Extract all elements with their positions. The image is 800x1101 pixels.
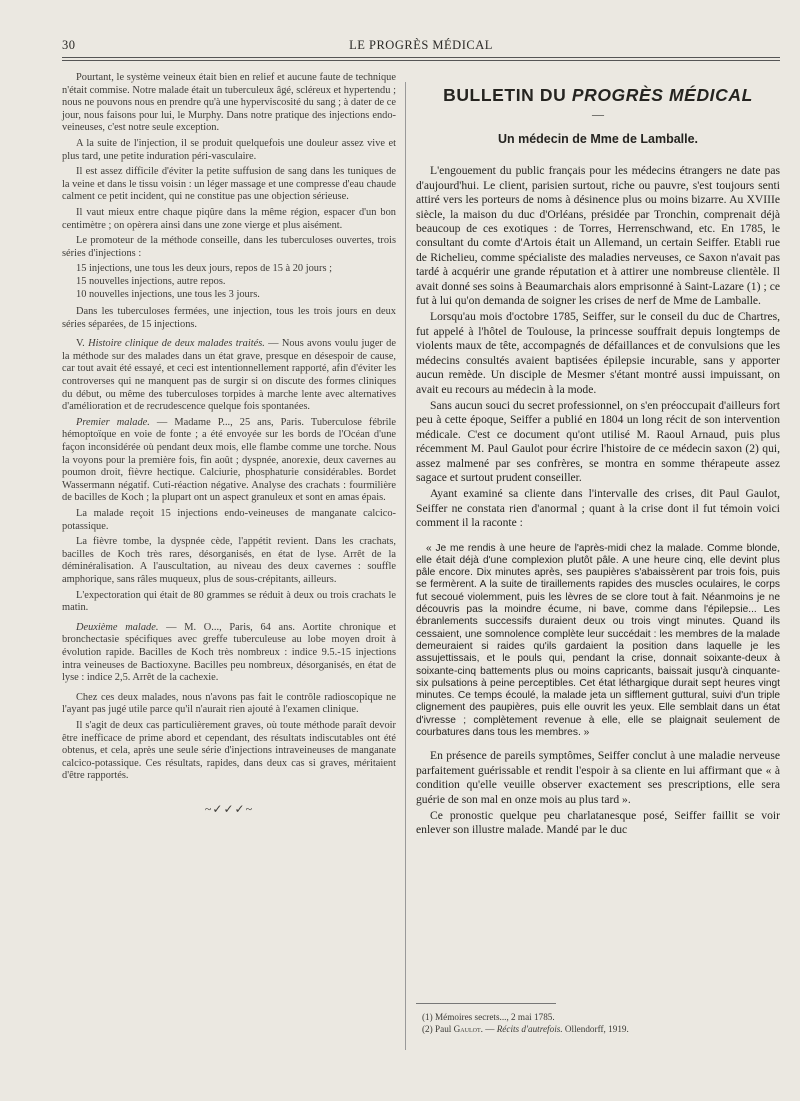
list-item: 10 nouvelles injections, une tous les 3 jours. [76,288,260,300]
case-one-label: Premier malade. [76,416,150,428]
paragraph: Dans les tuberculoses fermées, une injection, tous les trois jours en deux séries séparées, de 15 injections. [62,306,396,330]
footnote-2-title: Récits d'autrefois. [496,1024,563,1034]
list-item: 15 injections, une tous les deux jours, repos de 15 à 20 jours ; [76,263,332,275]
footnote-2-number: (2) Paul [422,1024,452,1034]
column-divider [405,82,406,1050]
left-column [62,72,396,815]
section-v-paragraph [62,338,396,414]
case-two-paragraph [62,622,396,685]
right-column [416,84,780,840]
footnotes [422,1011,780,1035]
bulletin-heading-part: BULLETIN DU [443,85,567,105]
case-two-text: — M. O..., Paris, 64 ans. Aortite chronique et bronchectasie spécifiques avec greffe tuberculeuse au lobe moyen droit à évolution rapide. Bacilles de Koch très nombreux : indice 9.5.-15 injections intra veineuses de Bactioxyne. Bacilles peu nombreux, désorganisés, en état de lyse : indice 2,5. Arrêt de la cachexie. [62,621,396,684]
seiffer-quote: « Je me rendis à une heure de l'après-midi chez la malade. Comme blonde, elle était déjà d'une complexion plutôt pâle. A une heure cinq, elle devint plus pâle encore. Dix minutes après, ses paupières s'abaissèrent par trois fois, puis se fermèrent. A la suite de tiraillements rapides des muscles oculaires, le corps fut secoué violemment, puis les lèvres de se clore tout à fait. Néanmoins je ne découvris pas la moindre écume, ni bave, comme dans l'épilepsie... Les ébranlements successifs duraient deux ou trois vingt minutes. Quand ils cessaient, une somnolence complète leur succédait : les membres de la malade demeuraient si raides qu'ils gardaient la position dans laquelle je les assujettissais, et le pouls qui, pendant la crise, donnait soixante-deux à soixante-cinq battements plus ou moins capricants, baissait jusqu'à cinquante-six pulsations à peine perceptibles. Cet état léthargique durait sept heures vingt minutes. Ce temps écoulé, la malade jeta un sifflement guttural, suivi d'un triple clignement des paupières, puis elle ouvrit les yeux. Elle semblait dans un état d'ivresse ; complètement revenue à elle, elle se plaignait seulement de courbatures dans tous les membres. » [416,542,780,739]
paragraph: Il s'agit de deux cas particulièrement graves, où toute méthode paraît devoir être inefficace de prime abord et cependant, des résultats indiscutables ont été obtenus, et cela, après une seule série d'injections intraveineuses de manganate calcico-potassique. Ces résultats, rapides, dans deux cas si graves, méritaient d'être rapportés. [62,719,396,782]
article-title: Un médecin de Mme de Lamballe. [497,132,699,146]
header-rule-top [62,57,780,58]
paragraph: Pourtant, le système veineux était bien en relief et aucune faute de technique n'était commise. Notre malade était un tuberculeux âgé, scléreux et hypertendu ; nous ne pouvons nous en prendre qu'à une hyperviscosité du sang ; à dater de ce jour, nous faisons pour lui, le Murphy. Dans notre pratique des injections endo-veineuses, c'est notre seule exception. [62,72,396,134]
section-title: Histoire clinique de deux malades traités. [88,338,265,350]
section-number: V. [76,338,85,350]
paragraph: Il est assez difficile d'éviter la petite suffusion de sang dans les tuniques de la veine et dans le tissu voisin : un léger massage et une compresse d'eau chaude calment ce petit incident, qui ne constitue pas une objection sérieuse. [62,166,396,203]
heading-dash: — [592,107,604,121]
injection-series-list [62,263,396,301]
footnote-2-publisher: Ollendorff, 1919. [564,1024,629,1034]
paragraph: Sans aucun souci du secret professionnel, on s'en préoccupait d'ailleurs fort peu à cette époque, Seiffer a publié en 1804 un long récit de son intervention médicale. C'est ce document qu'ont utilisé M. Raoul Arnaud, puis plus récemment M. Paul Gaulot pour écrire l'histoire de ce médecin saxon (2) qui, assez malmené par ses confrères, se montra en somme thérapeute assez sagace et surtout prudent conseiller. [416,398,780,484]
paragraph: La fièvre tombe, la dyspnée cède, l'appétit revient. Dans les crachats, bacilles de Koch très rares, désorganisés, en état de lyse. Arrêt de la déminéralisation. A l'auscultation, au niveau des deux cavernes : souffle amphorique, sans râles muqueux, plus de sous-crépitants, ailleurs. [62,536,396,585]
page-number: 30 [62,38,76,52]
paragraph: Il vaut mieux entre chaque piqûre dans la même région, espacer d'un bon centimètre ; on opèrera ainsi dans une zone vierge et plus aisément. [62,206,396,231]
paragraph: Ce pronostic quelque peu charlatanesque posé, Seiffer faillit se voir enlever son illustre malade. Mandé par le duc [416,808,780,837]
case-two-label: Deuxième malade. [76,621,159,633]
journal-title: LE PROGRÈS MÉDICAL [349,38,493,52]
paragraph: Lorsqu'au mois d'octobre 1785, Seiffer, sur le conseil du duc de Chartres, fut appelé à l'hôtel de Toulouse, la princesse souffrait depuis longtemps de violents maux de tête, accompagnés de défaillances et de convulsions que les médecins consultés avaient baptisées épilepsie incurable, sans y apporter aucun remède. Un disciple de Mesmer s'étant montré aussi impuissant, on avait eu recours au médecin à la mode. [416,310,780,396]
footnote-2-author: Gaulot. [453,1024,483,1034]
end-ornament: ~✓✓✓~ [204,801,254,816]
footnote-2 [422,1023,780,1035]
paragraph: En présence de pareils symptômes, Seiffer conclut à une maladie nerveuse parfaitement guérissable et rendit l'espoir à sa cliente en lui affirmant que « à condition qu'elle veuille observer exactement ses prescriptions, elle sera guérie de son mal en onze mois au plus tard ». [416,749,780,806]
list-item: 15 nouvelles injections, autre repos. [76,275,226,287]
bulletin-heading-journal: PROGRÈS MÉDICAL [571,85,753,105]
paragraph: Le promoteur de la méthode conseille, dans les tuberculoses ouvertes, trois séries d'injections : [62,235,396,259]
footnote-2-dash: — [485,1024,495,1034]
paragraph: L'engouement du public français pour les médecins étrangers ne date pas d'aujourd'hui. Le client, parisien surtout, riche ou pauvre, s'est toujours senti attiré vers les porteurs de noms à désinence plus ou moins bizarre. Au XVIIIe siècle, la maison du duc d'Orléans, présidée par Tronchin, comprenait déjà beaucoup de ces exotiques : de Torres, Herrenschwand, etc. En 1785, le consultant du comte d'Artois était un Allemand, un certain Seiffer. Etabli rue de Richelieu, comme spécialiste des maladies nerveuses, ce Saxon n'avait pas tardé à acquérir une grande réputation et à attirer une nombreuse clientèle. Il avait donné ses soins à Beaumarchais alors emprisonné à Saint-Lazare (1) ; ce fut à lui qu'on demanda de soigner les crises de nerf de Mme de Lamballe. [416,164,780,308]
footnote-1: (1) Mémoires secrets..., 2 mai 1785. [422,1012,555,1022]
case-one-text: — Madame P..., 25 ans, Paris. Tuberculose fébrile hémoptoïque en voie de fonte ; a été envoyée sur les bords de l'Océan d'une façon inconsidérée où pendant deux mois, elle flambe comme une torche. Nous la voyons pour la première fois, fin août ; dyspnée, anorexie, deux cavernes au poumon droit, fièvre hectique. Calciurie, phosphaturie considérables. Bordet Wassermann négatif. Cuti-réaction négative. Analyse des crachats : fourmilière de bacilles de Koch ; la plupart ont un aspect granuleux et sont en amas épais. [62,416,396,504]
case-one-paragraph [62,417,396,505]
paragraph: L'expectoration qui était de 80 grammes se réduit à deux ou trois crachats le matin. [62,589,396,614]
paragraph: Chez ces deux malades, nous n'avons pas fait le contrôle radioscopique ne l'ayant pas jugé utile parce qu'il n'aurait rien ajouté à l'examen clinique. [62,691,396,716]
footnote-rule [416,1003,556,1004]
paragraph: La malade reçoit 15 injections endo-veineuses de manganate calcico-potassique. [62,508,396,532]
paragraph: A la suite de l'injection, il se produit quelquefois une douleur assez vive et plus tard, une petite induration péri-vasculaire. [62,137,396,162]
section-text: — Nous avons voulu juger de la méthode sur des malades dans un état grave, presque en désespoir de cause, car tout avait été essayé, et ceci est intentionnellement rapporté, afin d'éviter les controverses qui ne manquent pas de surgir si on discute des formes cliniques du début, ou même des tuberculoses torpides à marche lente avec alternatives d'amélioration et de recrudescence quelque fois spontanées. [62,338,396,413]
paragraph: Ayant examiné sa cliente dans l'intervalle des crises, dit Paul Gaulot, Seiffer ne constata rien d'anormal ; quant à la crise dont il fut témoin voici comment il la raconte : [416,487,780,530]
running-header [62,38,780,54]
bulletin-heading [416,84,780,106]
header-rule-bottom [62,60,780,61]
